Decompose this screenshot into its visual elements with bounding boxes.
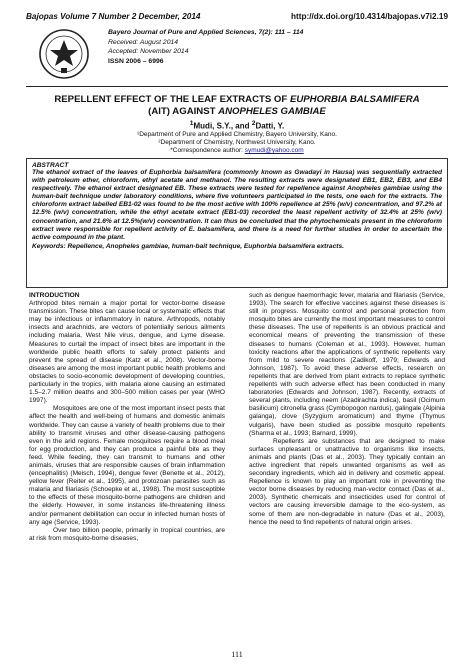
intro-paragraph-3: Over two billion people, primarily in tropical countries, are at risk from mosquito-borne diseases,: [29, 526, 225, 542]
journal-issue-header: Bajopas Volume 7 Number 2 December, 2014: [26, 12, 201, 21]
doi-link[interactable]: http://dx.doi.org/10.4314/bajopas.v7i2.19: [291, 12, 448, 21]
intro-paragraph-1: Arthropod bites remain a major portal for vector-borne disease transmission. These bites can cause local or systematic effects that may be infectious or inflammatory in nature. Arthropods, notably insects and arachnids, are vectors of potentially serious ailments including malaria, West Nile virus, dengue, and Lyme disease. Measures to curtail the impact of insect bites are important in the worldwide public health efforts to safely protect patients and prevent the spread of disease (Katz et al., 2008). Vector-borne diseases are among the most important public health problems and obstacles to socio-economic development of developing countries, particularly in the tropics, with malaria alone causing an estimated 1.5–2.7 million deaths and 300–500 million cases per year (WHO 1997).: [29, 300, 225, 405]
title-line1-b: EUPHORBIA BALSAMIFERA: [289, 94, 420, 105]
accepted-date: Accepted: November 2014: [108, 48, 189, 56]
right-column: [249, 292, 445, 527]
author2-sup: 2: [251, 120, 256, 127]
intro-paragraph-2: Mosquitoes are one of the most important insect pests that affect the health and well-being of humans and domestic animals worldwide. They can cause a variety of health problems due to their ability to transmit viruses and other disease-causing pathogens even in the arid regions. Female mosquitoes require a blood meal for egg production, and they can produce a painful bite as they feed. While feeding, they can transmit to humans and other animals, viruses that are responsible causes of brain inflammation (encephalitis) (Meisch, 1994), dengue fever (Benette et al., 2012), yellow fever (Reiter et al., 1995), and protozoan parasites such as malaria and filariasis (Schoepke et al., 1998). The most susceptible to the effects of these mosquito-borne pathogens are children and the elderly. However, in some instances life-threatening illness and/or permanent debilitation can occur in infected human hosts of any age (Service, 1993).: [29, 405, 225, 526]
right-paragraph-2: Repellents are substances that are designed to make surfaces unpleasant or unattractive to organisms like insects, animals and plants (Das et al., 2003). They typically contain an active ingredient that repels unwanted organisms as well as secondary ingredients, which aid in delivery and cosmetic appeal. Repellence is known to play an important role in preventing the vector borne diseases by reducing man-vector contact (Das et al., 2003). Synthetic chemicals and insecticides used for control of vectors are causing irreversible damage to the eco-system, as some of them are non-degradable in nature (Das et al., 2003), hence the need to find repellents of natural origin arises.: [249, 437, 445, 526]
author-list: [26, 120, 448, 131]
title-line2-b: ANOPHELES GAMBIAE: [218, 106, 326, 117]
abstract-box: [26, 158, 448, 288]
affiliation-2: ²Department of Chemistry, Northwest University, Kano.: [158, 139, 316, 147]
header-rule: [26, 86, 448, 87]
abstract-heading: ABSTRACT: [32, 162, 69, 169]
abstract-keywords: Keywords: Repellence, Anopheles gambiae, human-bait technique, Euphorbia balsamifera extracts.: [32, 242, 344, 250]
journal-logo: [38, 28, 90, 80]
journal-info: [108, 28, 303, 66]
correspondence-label: *Correspondence author:: [170, 147, 245, 155]
author1-sup: 1: [189, 120, 194, 127]
author2-name: Datti, Y.: [255, 121, 285, 131]
issn: ISSN 2006 – 6996: [108, 57, 164, 65]
affiliations: [26, 131, 448, 156]
paper-title: [26, 94, 448, 118]
left-column: [29, 292, 225, 543]
received-date: Received: August 2014: [108, 38, 179, 46]
title-line2-a: (AIT) AGAINST: [148, 106, 219, 117]
title-line1-a: REPELLENT EFFECT OF THE LEAF EXTRACTS OF: [54, 94, 290, 105]
affiliation-1: ¹Department of Pure and Applied Chemistry, Bayero University, Kano.: [137, 131, 337, 138]
right-paragraph-1: such as dengue haemorrhagic fever, malaria and filariasis (Service, 1993). The search for effective vaccines against these diseases is still in progress. Mosquito control and personal protection from mosquito bites are currently the most important measures to control these diseases. The use of repellents is an obvious practical and economical means of preventing the transmission of these diseases to humans (Coleman et al., 1993). However, human toxicity reactions after the applications of synthetic repellents vary from mild to severe reactions (Zadikoff, 1979; Edwards and Johnson, 1987). To avoid these adverse effects, research on repellents that are derived from plant extracts to replace synthetic repellents with such adverse effect has been conducted in many laboratories (Edwards and Johnson, 1987). Recently, extracts of several plants, including neem (Azadirachta indica), basil (Ocimum basilicum) citronella grass (Cymbopogon nardus), galingale (Alpinia galanga), clove (Syzygium aromaticum) and thyme (Thymus vulgaris), have been studied as possible mosquito repellents (Sharma et al., 1993; Barnard, 1999).: [249, 292, 445, 437]
journal-name: Bayero Journal of Pure and Applied Sciences, 7(2): 111 – 114: [108, 29, 304, 36]
introduction-heading: INTRODUCTION: [29, 292, 80, 299]
page-number: 111: [231, 650, 243, 659]
correspondence-email[interactable]: symudi@yahoo.com: [244, 147, 304, 155]
abstract-text: The ethanol extract of the leaves of Euphorbia balsamifera (commonly known as Gwadayi in Hausa) was sequentially extracted with petroleum ether, chloroform, ethyl acetate and methanol. The resulting extracts were designated EB1, EB2, EB3, and EB4 respectively. The ethanol extract designated EB. These extracts were tested for repellence against Anopheles gambiae using the human-bait technique under laboratory conditions, where five volunteers participated in the tests, one each for the extracts. The chloroform extract labelled EB1-02 was found to be the most active with 100% repellence at 25% (w/v) concentration, and 97.2% at 12.5% (w/v) concentration, while the ethyl acetate extract (EB1-03) recorded the least repellent activity of 32.4% at 25% (w/v) concentration, and 21.6% at 12.5%(w/v) concentration. It can thus be concluded that the phytochemicals present in the chloroform extract were responsible for repellent activity of E. balsamifera, and there is a need for further studies in order to ascertain the active compound in the plant.: [32, 169, 442, 241]
author1-name: Mudi, S.Y., and: [193, 121, 252, 131]
